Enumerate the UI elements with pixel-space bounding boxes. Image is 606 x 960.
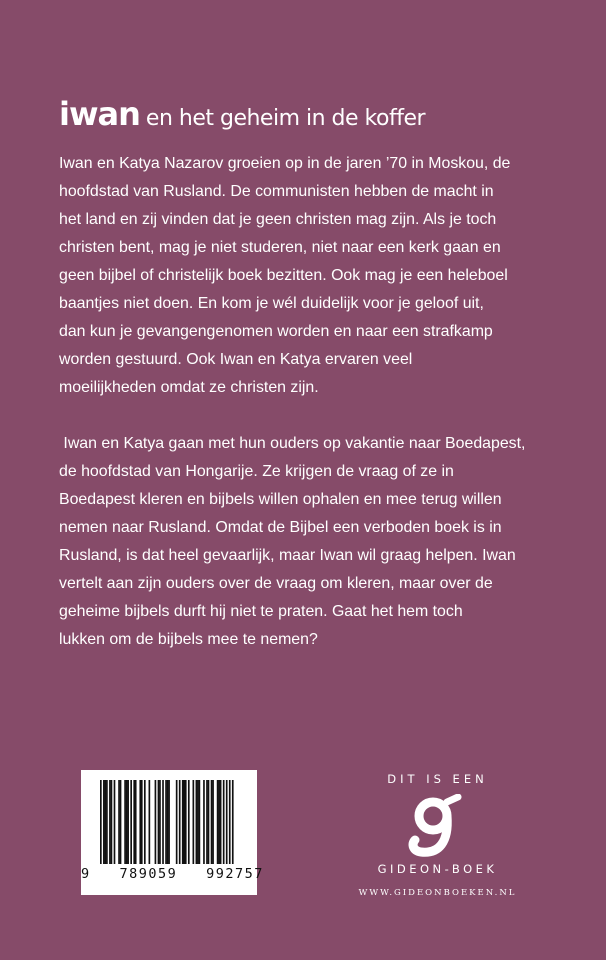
barcode-bar	[176, 780, 178, 864]
barcode-bar	[167, 780, 169, 864]
barcode-bar	[208, 780, 210, 864]
barcode-bar	[114, 780, 116, 864]
barcode-bar	[185, 780, 187, 864]
publisher-url: WWW.GIDEONBOEKEN.NL	[358, 888, 517, 898]
barcode-bar	[220, 780, 222, 864]
blurb-line: geen bijbel of christelijk boek bezitten. Ook mag je een heleboel	[59, 267, 508, 284]
barcode-bar	[182, 780, 184, 864]
barcode-bar	[223, 780, 225, 864]
barcode-bar	[162, 780, 164, 864]
book-title	[59, 95, 425, 133]
barcode-bar	[196, 780, 198, 864]
publisher-intro: DIT IS EEN	[387, 772, 488, 786]
barcode-bar	[149, 780, 151, 864]
barcode-bar	[106, 780, 108, 864]
barcode-bar	[139, 780, 141, 864]
barcode-bar	[120, 780, 122, 864]
barcode-bar	[127, 780, 129, 864]
barcode-bar	[135, 780, 137, 864]
blurb-line: Rusland, is dat heel gevaarlijk, maar Iwan wil graag helpen. Iwan	[59, 547, 516, 564]
isbn-barcode	[81, 770, 264, 895]
barcode-bar	[109, 780, 111, 864]
barcode-bar	[197, 780, 199, 864]
blurb-line: Iwan en Katya Nazarov groeien op in de jaren ’70 in Moskou, de	[59, 155, 511, 172]
blurb-line: vertelt aan zijn ouders over de vraag om kleren, maar over de	[59, 575, 493, 592]
barcode-bar	[232, 780, 234, 864]
barcode-bar	[100, 780, 102, 864]
barcode-bar	[103, 780, 105, 864]
blurb-line: worden gestuurd. Ook Iwan en Katya ervaren veel	[59, 351, 413, 368]
gideon-logo-icon	[403, 794, 473, 860]
barcode-bar	[193, 780, 195, 864]
publisher-mark	[350, 762, 525, 898]
blurb-line: hoofdstad van Rusland. De communisten hebben de macht in	[59, 183, 494, 200]
blurb-line: Boedapest kleren en bijbels willen ophalen en mee terug willen	[59, 491, 502, 508]
barcode-bar	[118, 780, 120, 864]
blurb-line: lukken om de bijbels mee te nemen?	[59, 631, 318, 648]
barcode-bar	[168, 780, 170, 864]
blurb-line: dan kun je gevangengenomen worden en naar een strafkamp	[59, 323, 493, 340]
barcode-bar	[218, 780, 220, 864]
blurb-line: nemen naar Rusland. Omdat de Bijbel een verboden boek is in	[59, 519, 502, 536]
barcode-bar	[212, 780, 214, 864]
barcode-bar	[105, 780, 107, 864]
isbn-number: 9 789059 992757	[81, 866, 264, 882]
barcode-bar	[206, 780, 208, 864]
barcode-bar	[130, 780, 132, 864]
paragraph-spacer	[59, 402, 559, 430]
blurb-line: christen bent, mag je niet studeren, niet naar een kerk gaan en	[59, 239, 501, 256]
barcode-bar	[229, 780, 231, 864]
barcode-bar	[199, 780, 201, 864]
barcode-bar	[124, 780, 126, 864]
barcode-bar	[144, 780, 146, 864]
barcode-bar	[203, 780, 205, 864]
barcode-bar	[217, 780, 219, 864]
blurb-line: baantjes niet doen. En kom je wél duidelijk voor je geloof uit,	[59, 295, 484, 312]
barcode-bar	[111, 780, 113, 864]
barcode-bar	[155, 780, 157, 864]
barcode-bar	[126, 780, 128, 864]
barcode-bar	[179, 780, 181, 864]
blurb-line: geheime bijbels durft hij niet te praten. Gaat het hem toch	[59, 603, 463, 620]
book-title-rest: en het geheim in de koffer	[145, 106, 426, 131]
barcode-bar	[133, 780, 135, 864]
barcode-bar	[183, 780, 185, 864]
barcode-bar	[226, 780, 228, 864]
back-cover-blurb	[59, 150, 559, 654]
blurb-line: moeilijkheden omdat ze christen zijn.	[59, 379, 319, 396]
barcode-bar	[211, 780, 213, 864]
barcode-bars	[100, 780, 238, 864]
publisher-name: GIDEON-BOEK	[377, 862, 498, 876]
blurb-line: Iwan en Katya gaan met hun ouders op vakantie naar Boedapest,	[59, 435, 526, 452]
barcode-bar	[165, 780, 167, 864]
blurb-line: de hoofdstad van Hongarije. Ze krijgen de vraag of ze in	[59, 463, 454, 480]
barcode-bar	[141, 780, 143, 864]
blurb-line: het land en zij vinden dat je geen christen mag zijn. Als je toch	[59, 211, 497, 228]
barcode-bar	[188, 780, 190, 864]
barcode-bar	[159, 780, 161, 864]
barcode-bar	[158, 780, 160, 864]
book-title-name: iwan	[59, 95, 140, 133]
